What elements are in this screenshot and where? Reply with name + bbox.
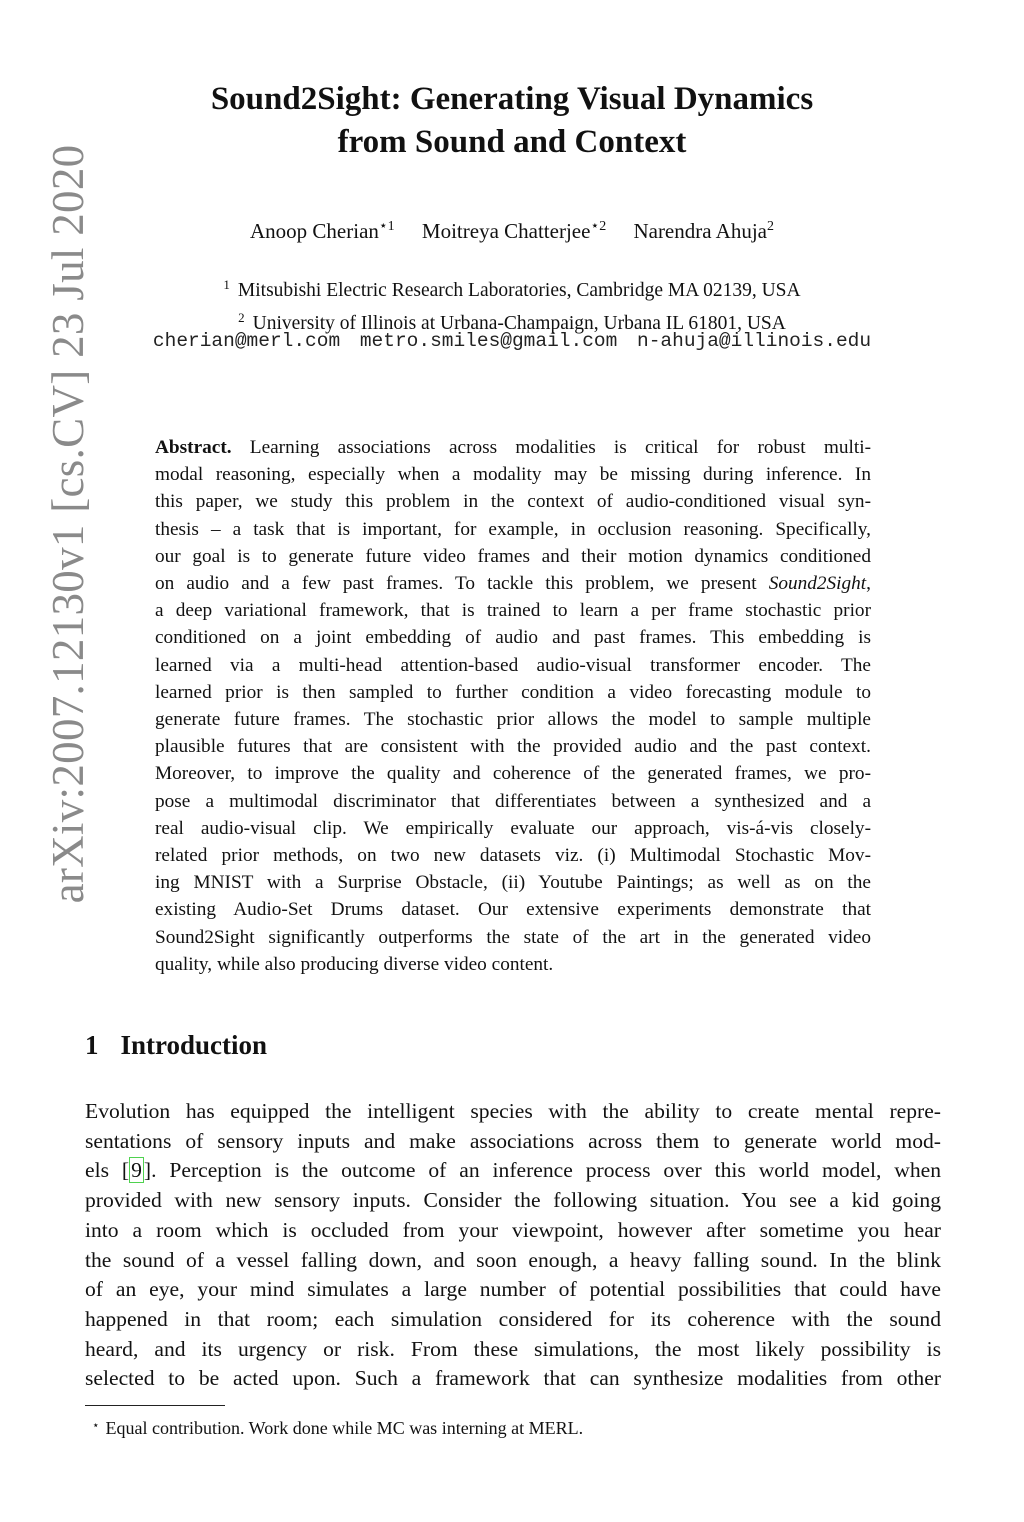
abstract-line: this paper, we study this problem in the context of audio-conditioned visual syn- bbox=[155, 491, 871, 513]
footnote bbox=[92, 1418, 583, 1439]
abstract-line: pose a multimodal discriminator that differentiates between a synthesized and a bbox=[155, 790, 871, 812]
intro-text: els [ bbox=[85, 1158, 130, 1183]
intro-line: the sound of a vessel falling down, and soon enough, a heavy falling sound. In the blink bbox=[85, 1247, 941, 1272]
paper-title bbox=[130, 78, 894, 164]
author-name: Moitreya Chatterjee bbox=[421, 219, 591, 243]
footnote-rule bbox=[85, 1405, 225, 1406]
intro-line: of an eye, your mind simulates a large number of potential possibilities that could have bbox=[85, 1277, 941, 1302]
abstract-line: modal reasoning, especially when a modality may be missing during inference. In bbox=[155, 464, 871, 486]
author bbox=[250, 219, 395, 243]
author-mark: ⋆1 bbox=[378, 219, 395, 234]
title-line-1: Sound2Sight: Generating Visual Dynamics bbox=[210, 81, 814, 117]
affiliations bbox=[130, 271, 894, 337]
affiliation-number: 2 bbox=[238, 310, 245, 325]
abstract bbox=[155, 434, 871, 978]
abstract-line: ing MNIST with a Surprise Obstacle, (ii) Youtube Paintings; as well as on the bbox=[155, 872, 871, 894]
abstract-text: Learning associations across modalities is critical for robust multi- bbox=[231, 437, 871, 458]
arxiv-identifier: arXiv:2007.12130v1 [cs.CV] 23 Jul 2020 bbox=[43, 144, 93, 904]
intro-text: ]. Perception is the outcome of an inference process over this world model, when bbox=[143, 1158, 941, 1183]
abstract-line: thesis – a task that is important, for example, in occlusion reasoning. Specifically, bbox=[155, 518, 871, 540]
author-mark: 2 bbox=[766, 219, 774, 234]
intro-line: provided with new sensory inputs. Consider the following situation. You see a kid going bbox=[85, 1188, 941, 1213]
footnote-text: Equal contribution. Work done while MC was interning at MERL. bbox=[105, 1418, 584, 1438]
abstract-line: real audio-visual clip. We empirically evaluate our approach, vis-á-vis closely- bbox=[155, 817, 871, 839]
section-heading bbox=[85, 1030, 267, 1061]
abstract-line: learned via a multi-head attention-based audio-visual transformer encoder. The bbox=[155, 654, 871, 676]
affiliation-text: Mitsubishi Electric Research Laboratories, Cambridge MA 02139, USA bbox=[237, 280, 801, 301]
author bbox=[422, 219, 606, 243]
affiliation-text: University of Illinois at Urbana-Champaign, Urbana IL 61801, USA bbox=[252, 313, 786, 334]
author-list bbox=[130, 218, 894, 244]
abstract-text: on audio and a few past frames. To tackle this problem, we present bbox=[155, 573, 769, 595]
abstract-line: Sound2Sight significantly outperforms the state of the art in the generated video bbox=[155, 926, 871, 948]
abstract-line: existing Audio-Set Drums dataset. Our extensive experiments demonstrate that bbox=[155, 899, 871, 921]
abstract-line: learned prior is then sampled to further condition a video forecasting module to bbox=[155, 681, 871, 703]
abstract-line bbox=[155, 434, 871, 461]
abstract-text: , bbox=[866, 573, 871, 595]
intro-line: sentations of sensory inputs and make associations across them to generate world mod- bbox=[85, 1128, 941, 1153]
intro-line bbox=[85, 1156, 941, 1186]
email[interactable]: n-ahuja@illinois.edu bbox=[637, 330, 872, 352]
abstract-line bbox=[155, 570, 871, 597]
citation-link[interactable]: 9 bbox=[131, 1158, 142, 1183]
title-line-2: from Sound and Context bbox=[337, 124, 687, 160]
affiliation-number: 1 bbox=[223, 277, 230, 292]
email-list bbox=[104, 329, 920, 353]
intro-line: heard, and its urgency or risk. From these simulations, the most likely possibility is bbox=[85, 1336, 941, 1361]
method-name: Sound2Sight bbox=[768, 573, 867, 595]
abstract-line: our goal is to generate future video frames and their motion dynamics conditioned bbox=[155, 545, 871, 567]
affiliation bbox=[130, 271, 894, 304]
author-name: Anoop Cherian bbox=[250, 219, 379, 243]
abstract-line: a deep variational framework, that is trained to learn a per frame stochastic prior bbox=[155, 600, 871, 622]
abstract-line: plausible futures that are consistent with the provided audio and the past context. bbox=[155, 736, 871, 758]
author bbox=[633, 219, 774, 243]
email[interactable]: cherian@merl.com bbox=[152, 330, 341, 352]
abstract-line: generate future frames. The stochastic prior allows the model to sample multiple bbox=[155, 709, 871, 731]
footnote-mark: ⋆ bbox=[92, 1418, 100, 1432]
abstract-line: related prior methods, on two new datasets viz. (i) Multimodal Stochastic Mov- bbox=[155, 845, 871, 867]
abstract-line: quality, while also producing diverse video content. bbox=[155, 953, 554, 975]
section-number: 1 bbox=[85, 1030, 99, 1060]
author-name: Narendra Ahuja bbox=[633, 219, 767, 243]
intro-line: into a room which is occluded from your viewpoint, however after sometime you hear bbox=[85, 1217, 941, 1242]
abstract-label: Abstract. bbox=[155, 437, 232, 458]
author-mark: ⋆2 bbox=[590, 219, 607, 234]
abstract-line: Moreover, to improve the quality and coherence of the generated frames, we pro- bbox=[155, 763, 871, 785]
abstract-line: conditioned on a joint embedding of audio and past frames. This embedding is bbox=[155, 627, 871, 649]
intro-line: selected to be acted upon. Such a framework that can synthesize modalities from other bbox=[85, 1366, 941, 1391]
intro-line: happened in that room; each simulation considered for its coherence with the sound bbox=[85, 1306, 941, 1331]
intro-line: Evolution has equipped the intelligent species with the ability to create mental repre- bbox=[85, 1099, 941, 1123]
arxiv-stamp bbox=[40, 95, 96, 953]
introduction-body bbox=[85, 1097, 941, 1394]
section-title: Introduction bbox=[120, 1030, 268, 1060]
email[interactable]: metro.smiles@gmail.com bbox=[359, 330, 618, 352]
